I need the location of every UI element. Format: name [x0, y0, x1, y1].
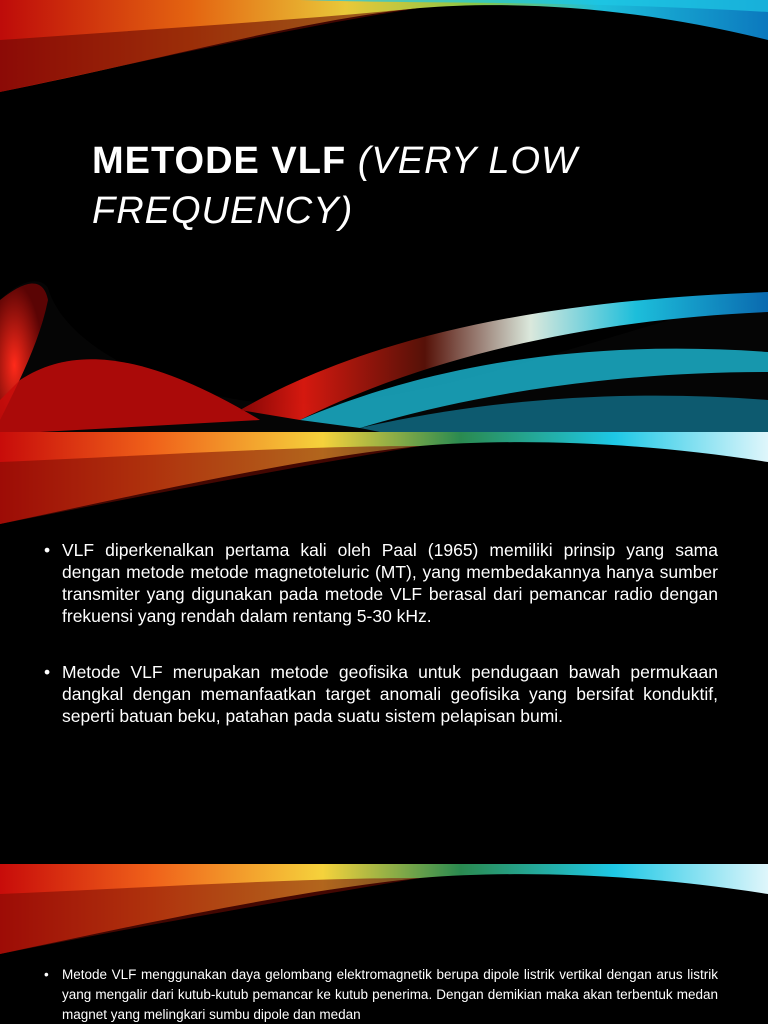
list-item: [44, 965, 718, 1024]
title-subtitle: (VERY LOW FREQUENCY): [92, 140, 578, 232]
bullet-icon: •: [44, 662, 51, 682]
bullet-icon: •: [44, 967, 49, 982]
swoosh-decoration: [0, 432, 768, 552]
bullet-text: Metode VLF menggunakan daya gelombang elektromagnetik berupa dipole listrik vertikal dengan arus listrik yang mengalir dari kutub-kutub pemancar ke kutub penerima. Dengan demikian maka akan terbentuk medan magnet yang melingkari sumbu dipole dan medan: [62, 967, 718, 1022]
bullet-text: Metode VLF merupakan metode geofisika untuk pendugaan bawah permukaan dangkal dengan memanfaatkan target anomali geofisika yang bersifat konduktif, seperti batuan beku, patahan pada suatu sistem pelapisan bumi.: [62, 662, 718, 726]
title-slide: [0, 0, 768, 432]
bullet-list: [44, 539, 718, 761]
title-main: METODE VLF: [92, 140, 347, 182]
slide-title: [92, 136, 712, 236]
bullet-text: VLF diperkenalkan pertama kali oleh Paal (1965) memiliki prinsip yang sama dengan metode metode magnetoteluric (MT), yang membedakannya hanya sumber transmiter yang digunakan pada metode VLF berasal dari pemancar radio dengan frekuensi yang rendah dalam rentang 5-30 kHz.: [62, 540, 718, 626]
content-slide-2: [0, 864, 768, 1024]
list-item: [44, 539, 718, 627]
content-slide-1: [0, 432, 768, 864]
list-item: [44, 661, 718, 727]
bullet-list: [44, 965, 718, 1024]
swoosh-decoration: [0, 864, 768, 964]
bullet-icon: •: [44, 540, 51, 560]
